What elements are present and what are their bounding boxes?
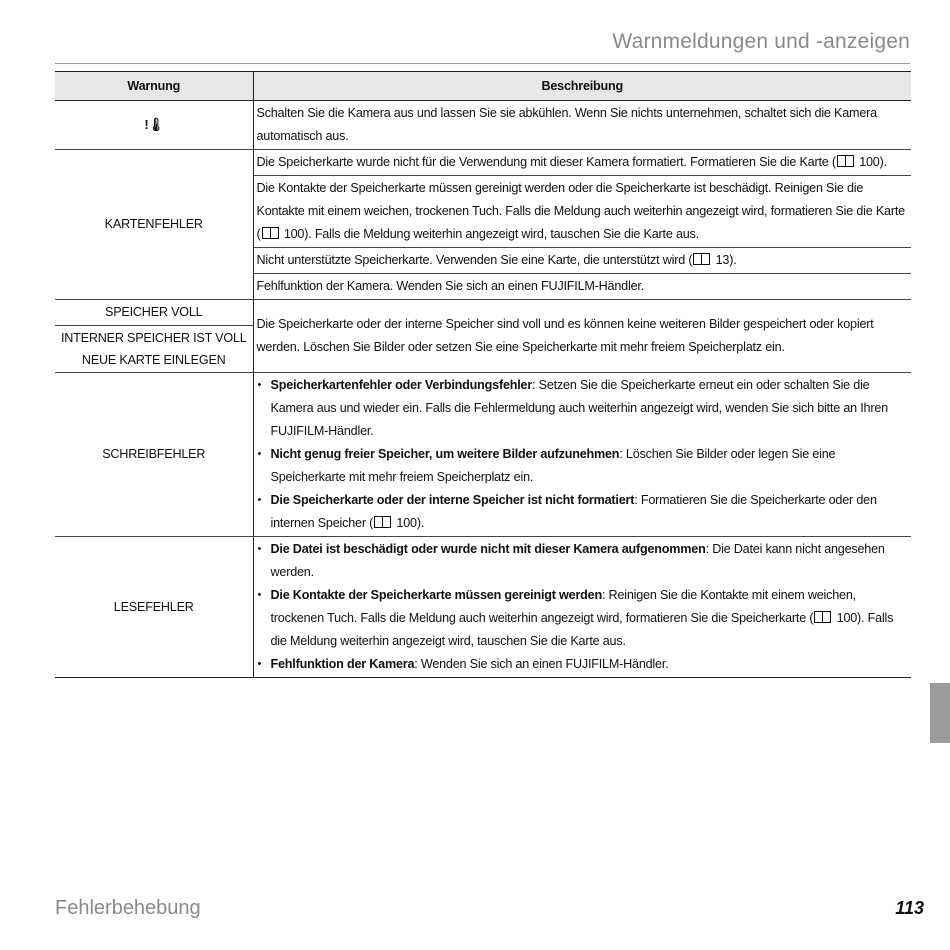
bullet-heading: Speicherkartenfehler oder Verbindungsfehler <box>270 378 533 392</box>
book-icon <box>837 155 854 167</box>
table-row <box>55 150 911 176</box>
bullet-heading: Die Datei ist beschädigt oder wurde nicht mit dieser Kamera aufgenommen <box>270 542 706 556</box>
description-cell <box>253 150 911 176</box>
book-icon <box>814 611 831 623</box>
bullet-heading: Die Speicherkarte oder der interne Speicher ist nicht formatiert <box>270 493 635 507</box>
description-cell <box>253 248 911 274</box>
footer-section-title: Fehlerbehebung <box>55 897 201 919</box>
book-icon <box>693 253 710 265</box>
list-item <box>257 443 909 489</box>
warning-cell <box>55 101 253 150</box>
page-reference: 13). <box>715 253 737 267</box>
description-cell <box>253 373 911 537</box>
bullet-text: : Löschen Sie Bilder oder legen Sie eine Speicherkarte mit mehr freiem Speicherplatz ein. <box>270 447 836 484</box>
table-row <box>55 373 911 537</box>
bullet-list <box>257 538 909 676</box>
description-text: Die Speicherkarte wurde nicht für die Verwendung mit dieser Kamera formatiert. Formatieren Sie die Karte ( <box>256 155 836 169</box>
list-item <box>257 374 909 443</box>
list-item <box>257 538 909 584</box>
bullet-heading: Fehlfunktion der Kamera <box>270 657 415 671</box>
bullet-text: : Formatieren Sie die Speicherkarte oder den internen Speicher ( <box>270 493 877 530</box>
bullet-text: 100). Falls die Meldung weiterhin angezeigt wird, tauschen Sie die Karte aus. <box>270 611 894 648</box>
list-item <box>257 489 909 535</box>
book-icon <box>262 227 279 239</box>
description-text: Die Kontakte der Speicherkarte müssen gereinigt werden oder die Speicherkarte ist beschädigt. Reinigen Sie die Kontakte mit einem weichen, trockenen Tuch. Falls die Meldung auch weiterhin angezeigt wird, formatieren Sie die Karte ( <box>256 181 905 241</box>
page-reference: 100). <box>859 155 887 169</box>
header-rule <box>55 63 910 64</box>
bullet-heading: Die Kontakte der Speicherkarte müssen gereinigt werden <box>270 588 602 602</box>
book-icon <box>374 516 391 528</box>
bullet-list <box>257 374 909 535</box>
bullet-text: : Die Datei kann nicht angesehen werden. <box>270 542 885 579</box>
description-text: Nicht unterstützte Speicherkarte. Verwenden Sie eine Karte, die unterstützt wird ( <box>256 253 693 267</box>
table-header-row <box>55 72 911 101</box>
description-cell <box>253 537 911 678</box>
list-item <box>257 584 909 653</box>
description-cell: Schalten Sie die Kamera aus und lassen Sie sie abkühlen. Wenn Sie nichts unternehmen, schaltet sich die Kamera automatisch aus. <box>253 101 911 150</box>
description-cell: Die Speicherkarte oder der interne Speicher sind voll und es können keine weiteren Bilder gespeichert oder kopiert werden. Löschen Sie Bilder oder setzen Sie eine Speicherkarte mit mehr freiem Speicherplatz ein. <box>253 300 911 373</box>
warning-cell: SPEICHER VOLL <box>55 300 253 326</box>
warning-cell: INTERNER SPEICHER IST VOLL NEUE KARTE EINLEGEN <box>55 326 253 373</box>
column-header-warning: Warnung <box>55 72 253 101</box>
bullet-text: : Reinigen Sie die Kontakte mit einem weichen, trockenen Tuch. Falls die Meldung auch weiterhin angezeigt wird, formatieren Sie die Speicherkarte ( <box>270 588 856 625</box>
bullet-text: : Setzen Sie die Speicherkarte erneut ein oder schalten Sie die Kamera aus und wieder ein. Falls die Fehlermeldung auch weiterhin angezeigt wird, wenden Sie sich bitte an Ihren FUJIFILM-Händler. <box>270 378 888 438</box>
list-item <box>257 653 909 676</box>
column-header-description: Beschreibung <box>253 72 911 101</box>
bullet-text: : Wenden Sie sich an einen FUJIFILM-Händler. <box>414 657 669 671</box>
warning-cell: LESEFEHLER <box>55 537 253 678</box>
chapter-side-tab <box>930 683 950 743</box>
table-row <box>55 300 911 326</box>
page-reference: 100). <box>396 516 425 530</box>
bullet-heading: Nicht genug freier Speicher, um weitere Bilder aufzunehmen <box>270 447 620 461</box>
table-row <box>55 537 911 678</box>
warning-cell: KARTENFEHLER <box>55 150 253 300</box>
temperature-warning-icon: !🌡 <box>144 117 164 132</box>
description-text: 100). Falls die Meldung weiterhin angezeigt wird, tauschen Sie die Karte aus. <box>283 227 699 241</box>
table-row <box>55 101 911 150</box>
page-number: 113 <box>895 898 924 918</box>
warning-table <box>55 71 911 678</box>
description-cell <box>253 176 911 248</box>
page-header-title: Warnmeldungen und -anzeigen <box>612 30 910 53</box>
warning-cell: SCHREIBFEHLER <box>55 373 253 537</box>
description-cell: Fehlfunktion der Kamera. Wenden Sie sich an einen FUJIFILM-Händler. <box>253 274 911 300</box>
